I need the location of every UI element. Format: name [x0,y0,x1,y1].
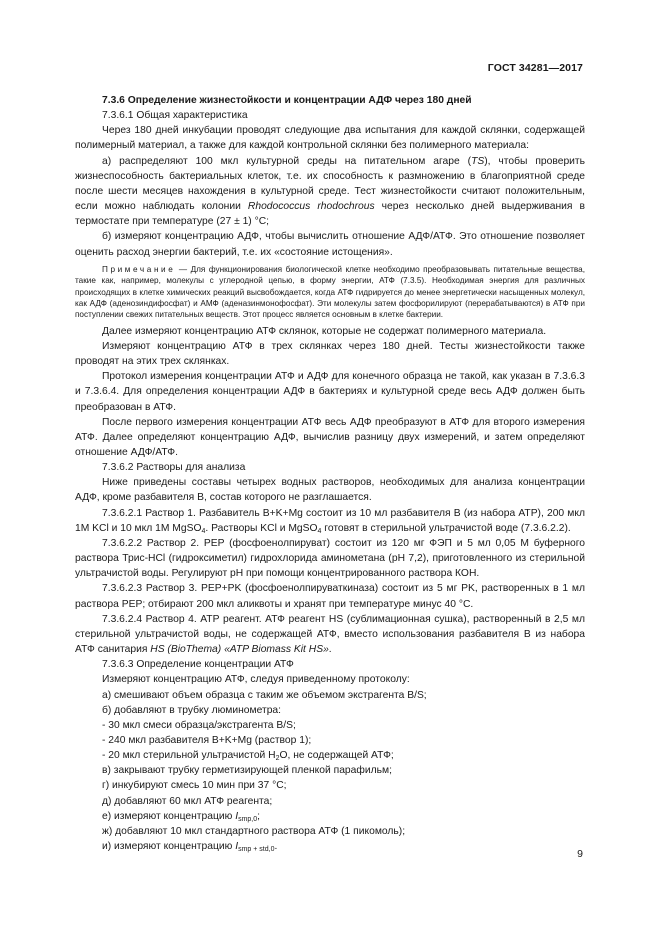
step-b-item-3: - 20 мкл стерильной ультрачистой $H_2O$, не содержащей АТФ; [102,750,394,763]
step-b: б) добавляют в трубку люминометра: [102,704,282,716]
paragraph: После первого измерения концентрации АТФ весь АДФ преобразуют в АТФ для второго измерения АТФ. Далее определяют концентрацию АДФ, вычислив разницу двух измерений, и затем определяют отношение АДФ/АТФ. [75,416,585,458]
page-number: 9 [577,848,583,860]
step-b-item-2: - 240 мкл разбавителя B+K+Mg (раствор 1); [102,734,312,746]
step-g: г) инкубируют смесь 10 мин при 37 °С; [102,780,287,792]
step-zh: ж) добавляют 10 мкл стандартного раствора АТФ (1 пикомоль); [102,825,406,837]
solution-2: 7.3.6.2.2 Раствор 2. PEP (фосфоенолпируват) состоит из 120 мг ФЭП и 5 мл 0,05 М буферного раствора Трис-HCl (гидроксиметил) гидрохлорида аминометана (pH 7,2), приготовленного из стерильной ультрачистой воды. Регулируют pH при помощи концентрированного раствора КОН. [75,537,585,580]
step-v: в) закрывают трубку герметизирующей пленкой парафильм; [102,765,392,777]
solution-4: 7.3.6.2.4 Раствор 4. АТР реагент. АТФ реагент HS (сублимационная сушка), растворенный в 2,5 мл стерильной ультрачистой воды, не содержащей АТФ, вместо использования разбавителя В из набора АТФ санитария HS (BioThema) «ATP Biomass Kit HS». [75,613,585,656]
paragraph: Измеряют концентрацию АТФ, следуя приведенному протоколу: [102,674,410,686]
step-b-item-1: - 30 мкл смеси образца/экстрагента B/S; [102,719,296,731]
subsection-heading-7-3-6-2: 7.3.6.2 Растворы для анализа [102,462,246,474]
note: Примечание — Для функционирования биологической клетке необходимо преобразовывать питательные вещества, такие как, например, молекулы с углеродной цепью, в форму энергии, АТФ (7.3.5). Необходимая энергия для различных происходящих в клетке химических реакций высвобождается, когда АТФ гидрируется до менее энергетически насыщенных молекул, как АДФ (аденозиндифосфат) и АМФ (аденазинмонофосфат). Эти молекулы затем фосфорилируют (перерабатываются) в АТФ при поступлении свежих питательных веществ. Этот процесс является основным в клетке бактерии. [75,264,585,320]
solution-1: 7.3.6.2.1 Раствор 1. Разбавитель В+K+Mg состоит из 10 мл разбавителя В (из набора АТР), 200 мкл 1М KCl и 10 мкл 1М MgSO$_4$. Растворы KCl и MgSO$_4$ готовят в стерильной ультрачистой воде (7.3.6.2.2). [75,507,585,535]
step-a: а) смешивают объем образца с таким же объемом экстрагента B/S; [102,689,427,701]
list-item-b: б) измеряют концентрацию АДФ, чтобы вычислить отношение АДФ/АТФ. Это отношение позволяет оценить расход энергии бактерий, т.е. их «состояние истощения». [75,231,585,258]
list-item-a: а) распределяют 100 мкл культурной среды на питательном агаре (TS), чтобы проверить жизнеспособность бактериальных клеток, т.е. их способность к размножению в благоприятной среде после шести месяцев нахождения в культурной среде. Тест жизнестойкости считают положительным, если можно наблюдать колонии Rhodococcus rhodochrous через несколько дней выдерживания в термостате при температуре (27 ± 1) °С; [75,155,586,228]
step-d: д) добавляют 60 мкл АТФ реагента; [102,795,273,807]
step-i: и) измеряют концентрацию $I_{smp + std,0}$. [102,841,278,854]
step-e: е) измеряют концентрацию $I_{smp,0}$; [102,810,260,823]
note-label: Примечание [102,264,176,274]
document-id: ГОСТ 34281—2017 [487,62,583,74]
paragraph: Ниже приведены составы четырех водных растворов, необходимых для анализа концентрации АДФ, кроме разбавителя В, состав которого не разглашается. [75,477,585,504]
paragraph: Через 180 дней инкубации проводят следующие два испытания для каждой склянки, содержащей полимерный материал, а также для каждой контрольной склянки без полимерного материала: [75,125,585,152]
subsection-heading-7-3-6-3: 7.3.6.3 Определение концентрации АТФ [102,659,294,671]
paragraph: Далее измеряют концентрацию АТФ склянок, которые не содержат полимерного материала. [102,325,547,337]
solution-3: 7.3.6.2.3 Раствор 3. PEP+PK (фосфоенолпируваткиназа) состоит из 5 мг PK, растворенных в 1 мл раствора PEP; отбирают 200 мкл аликвоты и хранят при температуре минус 40 °С. [75,583,585,610]
document-body [75,93,585,854]
paragraph: Измеряют концентрацию АТФ в трех склянках через 180 дней. Тесты жизнестойкости также проводят на этих трех склянках. [75,340,585,368]
subsection-heading-7-3-6-1: 7.3.6.1 Общая характеристика [102,110,248,122]
section-heading-7-3-6: 7.3.6 Определение жизнестойкости и концентрации АДФ через 180 дней [102,95,472,106]
paragraph: Протокол измерения концентрации АТФ и АДФ для конечного образца не такой, как указан в 7.3.6.3 и 7.3.6.4. Для определения концентрации АДФ в бактериях и культурной среде весь АДФ должен быть преобразован в АТФ. [75,371,585,413]
